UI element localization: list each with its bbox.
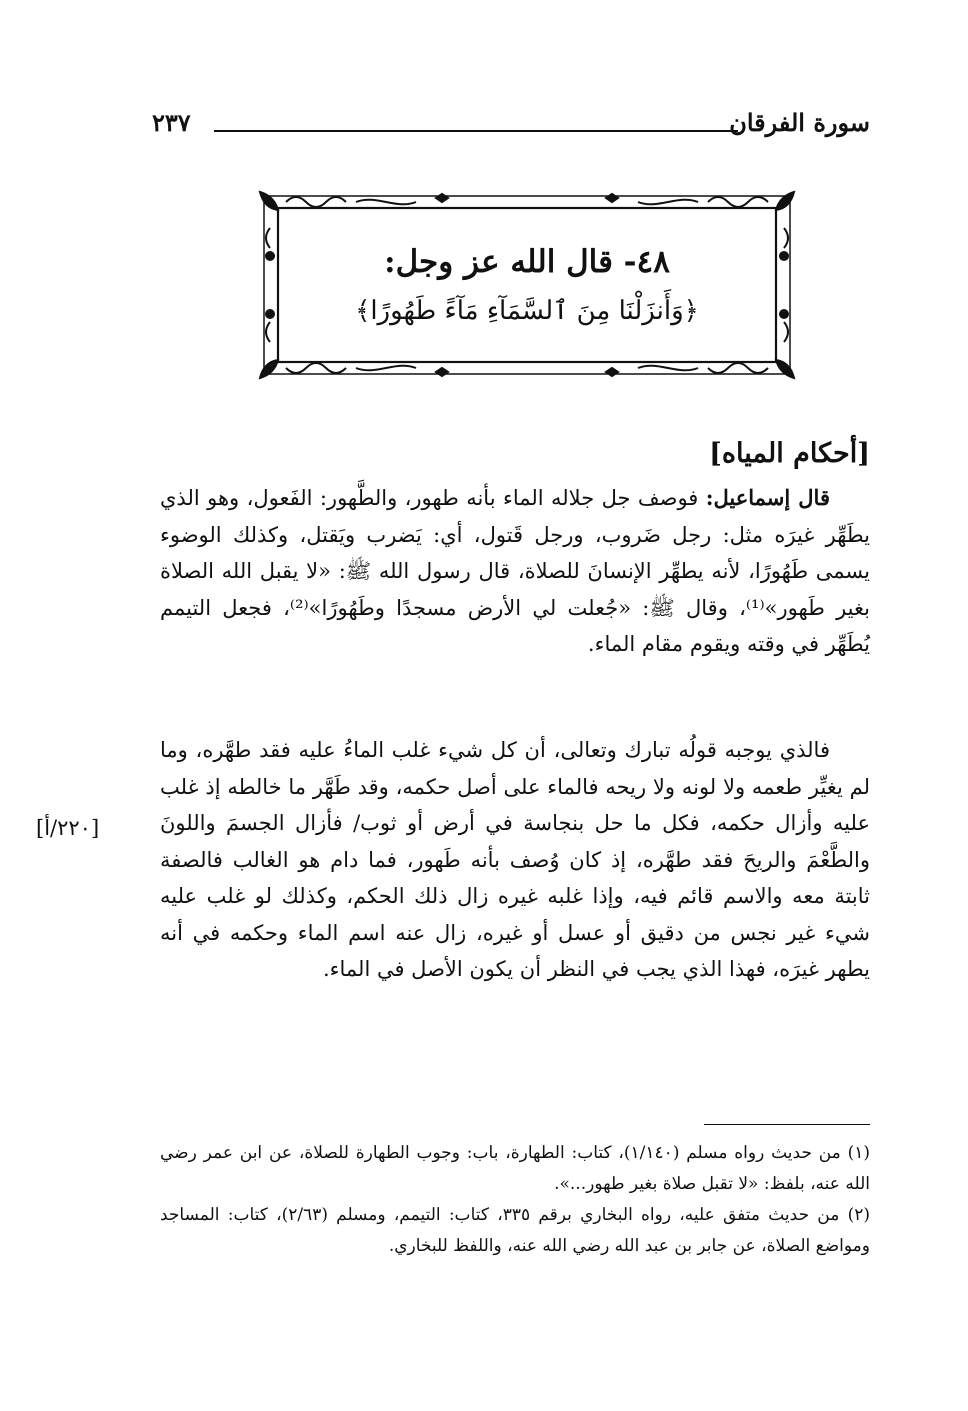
speaker-label: قال إسماعيل: (705, 485, 830, 510)
header-rule (214, 130, 738, 132)
paragraph-1-text: فوصف جل جلاله الماء بأنه طهور، والطَّهور: الفَعول، وهو الذي يطَهِّر غيرَه مثل: رجل ضَروب، ورجل قَتول، أي: يَضرب ويَقتل، وكذلك الوضوء يسمى طَهُورًا، لأنه يطهِّر الإنسانَ للصلاة، قال رسول الله ﷺ: «لا يقبل الله الصلاة بغير طَهور»⁽¹⁾، وقال ﷺ: «جُعلت لي الأرض مسجدًا وطَهُورًا»⁽²⁾، فجعل التيمم يُطَهِّر في وقته ويقوم مقام الماء. (160, 486, 870, 656)
footnotes (160, 1138, 870, 1262)
running-header (152, 108, 870, 148)
ornamental-frame (256, 188, 798, 382)
ornament-border-icon (256, 188, 798, 382)
paragraph-2-text: فالذي يوجبه قولُه تبارك وتعالى، أن كل شيء غلب الماءُ عليه فقد طهَّره، وما لم يغيِّر طعمه ولا لونه ولا ريحه فالماء على أصل حكمه، وقد طَهَّر ما خالطه إذ غلب عليه وأزال حكمه، فكل ما حل بنجاسة في أرض أو ثوب/ فأزال الجسمَ واللونَ والطَّعْمَ والريحَ فقد طهَّره، إذ كان وُصف بأنه طَهور، فما دام هو الغالب فالصفة ثابتة معه والاسم قائم فيه، وإذا غلبه غيره زال ذلك الحكم، وكذلك لو غلب عليه شيء غير نجس من دقيق أو عسل أو غيره، زال عنه اسم الماء وحكمه في أنه يطهر غيرَه، فهذا الذي يجب في النظر أن يكون الأصل في الماء. (160, 738, 870, 981)
paragraph-2 (160, 732, 870, 988)
verse-heading: ٤٨- قال الله عز وجل: (384, 244, 670, 280)
footnote-1: (١) من حديث رواه مسلم (١/١٤٠)، كتاب: الطهارة، باب: وجوب الطهارة للصلاة، عن ابن عمر رضي الله عنه، بلفظ: «لا تقبل صلاة بغير طهور...». (160, 1143, 871, 1194)
footnote-2: (٢) من حديث متفق عليه، رواه البخاري برقم ٣٣٥، كتاب: التيمم، ومسلم (٢/٦٣)، كتاب: المساجد ومواضع الصلاة، عن جابر بن عبد الله رضي الله عنه، واللفظ للبخاري. (160, 1205, 870, 1256)
quran-verse: ﴿وَأَنزَلْنَا مِنَ ٱلسَّمَآءِ مَآءً طَهُورًا﴾ (355, 296, 699, 326)
page-number: ٢٣٧ (152, 108, 191, 137)
footnote-rule (704, 1124, 870, 1125)
paragraph-1 (160, 480, 870, 663)
section-heading: [أحكام المياه] (709, 438, 870, 469)
surah-name: سورة الفرقان (729, 108, 870, 137)
manuscript-folio-reference: [٢٢٠/أ] (36, 816, 100, 840)
